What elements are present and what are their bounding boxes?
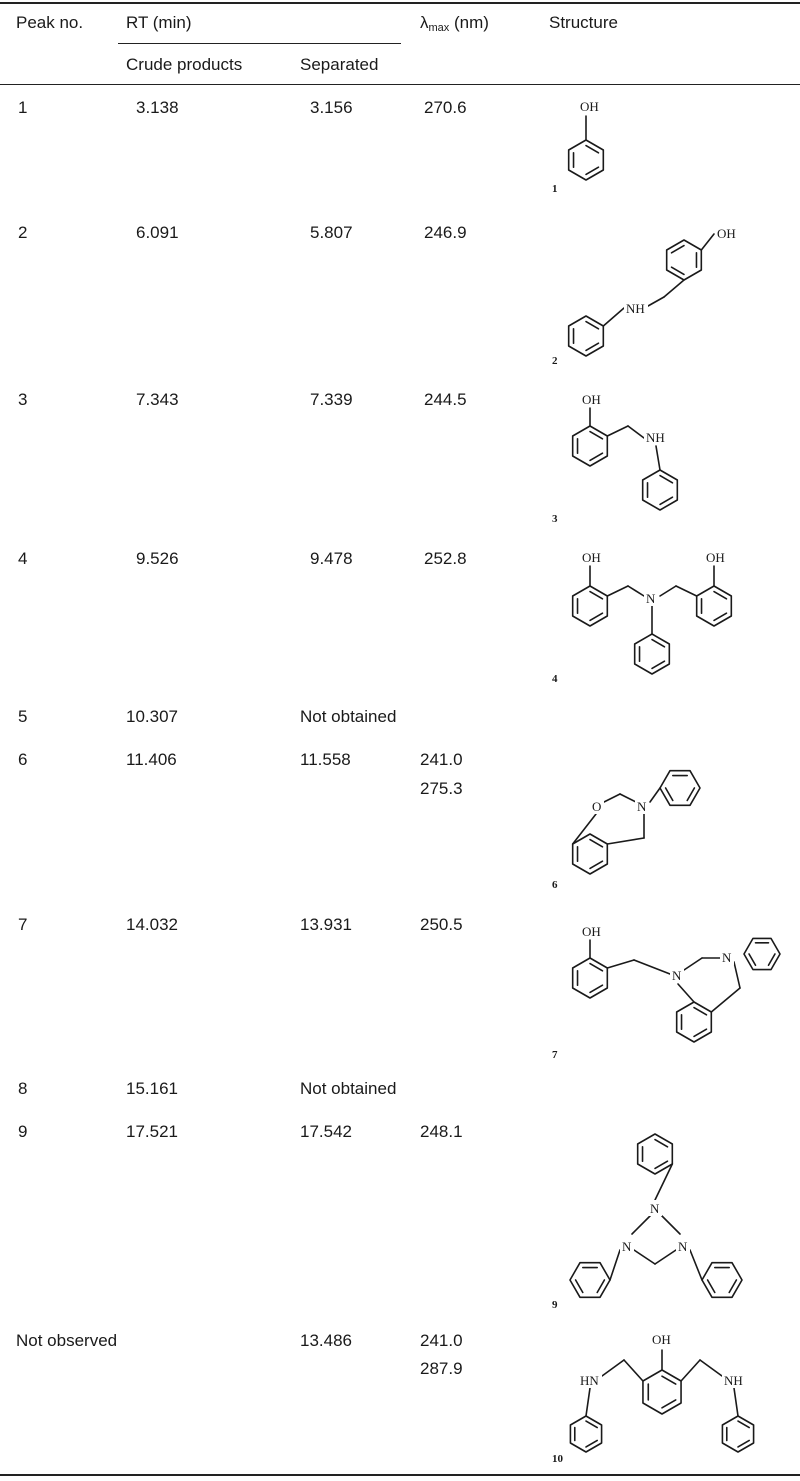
- structure-6-bonds: [573, 771, 700, 874]
- structure-7-oh-label: OH: [582, 924, 601, 939]
- structure-10-oh-label: OH: [652, 1332, 671, 1347]
- structure-9-n-right-label: N: [678, 1239, 688, 1254]
- row-9-lambda: 248.1: [420, 1122, 463, 1141]
- header-structure: Structure: [549, 13, 618, 32]
- header-lambda: [420, 12, 489, 36]
- lambda-subscript: max: [428, 22, 450, 34]
- row-2-peak: 2: [18, 223, 28, 242]
- lambda-unit: (nm): [449, 13, 489, 32]
- top-rule: [0, 2, 800, 4]
- row-2-separated: 5.807: [310, 223, 353, 242]
- structure-1: [552, 92, 662, 204]
- structure-10-hn-label: HN: [580, 1373, 599, 1388]
- structure-2-bonds: [569, 234, 714, 356]
- structure-6-o-label: O: [592, 799, 602, 814]
- structure-3: [552, 386, 702, 528]
- row-9-separated: 17.542: [300, 1122, 352, 1141]
- structure-2-number: 2: [552, 355, 558, 367]
- rt-span-rule: [118, 43, 401, 44]
- row-2-crude: 6.091: [136, 223, 179, 242]
- structure-6-n-label: N: [637, 799, 647, 814]
- row-3-separated: 7.339: [310, 390, 353, 409]
- row-6-peak: 6: [18, 750, 28, 769]
- row-3-lambda: 244.5: [424, 390, 467, 409]
- structure-7-n1-label: N: [672, 968, 682, 983]
- structure-3-number: 3: [552, 513, 558, 525]
- structure-4-number: 4: [552, 673, 558, 685]
- row-4-crude: 9.526: [136, 549, 179, 568]
- header-rt: RT (min): [126, 13, 192, 32]
- row-10-peak: Not observed: [16, 1331, 118, 1350]
- structure-1-bonds: [569, 116, 604, 180]
- structure-4: [552, 544, 762, 689]
- header-separated: Separated: [300, 55, 379, 74]
- row-3-crude: 7.343: [136, 390, 179, 409]
- row-3-peak: 3: [18, 390, 28, 409]
- row-7-crude: 14.032: [126, 915, 178, 934]
- row-10-lambda-2: 287.9: [420, 1359, 463, 1378]
- structure-7: [552, 918, 782, 1068]
- bottom-rule: [0, 1474, 800, 1476]
- row-8-peak: 8: [18, 1079, 28, 1098]
- header-bottom-rule: [0, 84, 800, 85]
- structure-10-number: 10: [552, 1453, 563, 1465]
- structure-4-oh-left-label: OH: [582, 550, 601, 565]
- structure-7-bonds: [573, 938, 780, 1042]
- row-5-crude: 10.307: [126, 707, 178, 726]
- row-1-peak: 1: [18, 98, 28, 117]
- row-1-lambda: 270.6: [424, 98, 467, 117]
- structure-4-oh-right-label: OH: [706, 550, 725, 565]
- row-9-crude: 17.521: [126, 1122, 178, 1141]
- row-7-peak: 7: [18, 915, 28, 934]
- row-7-lambda: 250.5: [420, 915, 463, 934]
- structure-9: [552, 1120, 772, 1315]
- structure-4-n-label: N: [646, 591, 656, 606]
- row-7-separated: 13.931: [300, 915, 352, 934]
- structure-7-n2-label: N: [722, 950, 732, 965]
- structure-6: [552, 758, 732, 898]
- row-1-crude: 3.138: [136, 98, 179, 117]
- row-9-peak: 9: [18, 1122, 28, 1141]
- structure-7-number: 7: [552, 1049, 558, 1061]
- row-2-lambda: 246.9: [424, 223, 467, 242]
- lambda-symbol: λ: [420, 13, 429, 32]
- header-crude: Crude products: [126, 55, 243, 74]
- row-4-peak: 4: [18, 549, 28, 568]
- row-6-separated: 11.558: [300, 750, 351, 769]
- structure-10: [552, 1330, 772, 1470]
- row-5-separated: Not obtained: [300, 707, 397, 726]
- row-4-separated: 9.478: [310, 549, 353, 568]
- row-8-separated: Not obtained: [300, 1079, 397, 1098]
- structure-6-number: 6: [552, 879, 558, 891]
- structure-4-bonds: [573, 566, 732, 674]
- structure-10-bonds: [570, 1350, 753, 1452]
- row-6-lambda-1: 241.0: [420, 750, 463, 769]
- structure-9-n-left-label: N: [622, 1239, 632, 1254]
- row-10-separated: 13.486: [300, 1331, 352, 1350]
- structure-9-n-top-label: N: [650, 1201, 660, 1216]
- structure-1-oh-label: OH: [580, 99, 599, 114]
- structure-3-oh-label: OH: [582, 392, 601, 407]
- row-8-crude: 15.161: [126, 1079, 178, 1098]
- row-1-separated: 3.156: [310, 98, 353, 117]
- structure-1-number: 1: [552, 183, 558, 195]
- structure-3-nh-label: NH: [646, 430, 665, 445]
- row-6-crude: 11.406: [126, 750, 177, 769]
- row-4-lambda: 252.8: [424, 549, 467, 568]
- structure-3-bonds: [573, 408, 678, 510]
- structure-2-oh-label: OH: [717, 226, 736, 241]
- header-peak-no: Peak no.: [16, 13, 84, 32]
- row-5-peak: 5: [18, 707, 28, 726]
- structure-2: [552, 212, 762, 372]
- structure-9-number: 9: [552, 1299, 558, 1311]
- row-6-lambda-2: 275.3: [420, 779, 463, 798]
- structure-10-nh-label: NH: [724, 1373, 743, 1388]
- row-10-lambda-1: 241.0: [420, 1331, 463, 1350]
- structure-2-nh-label: NH: [626, 301, 645, 316]
